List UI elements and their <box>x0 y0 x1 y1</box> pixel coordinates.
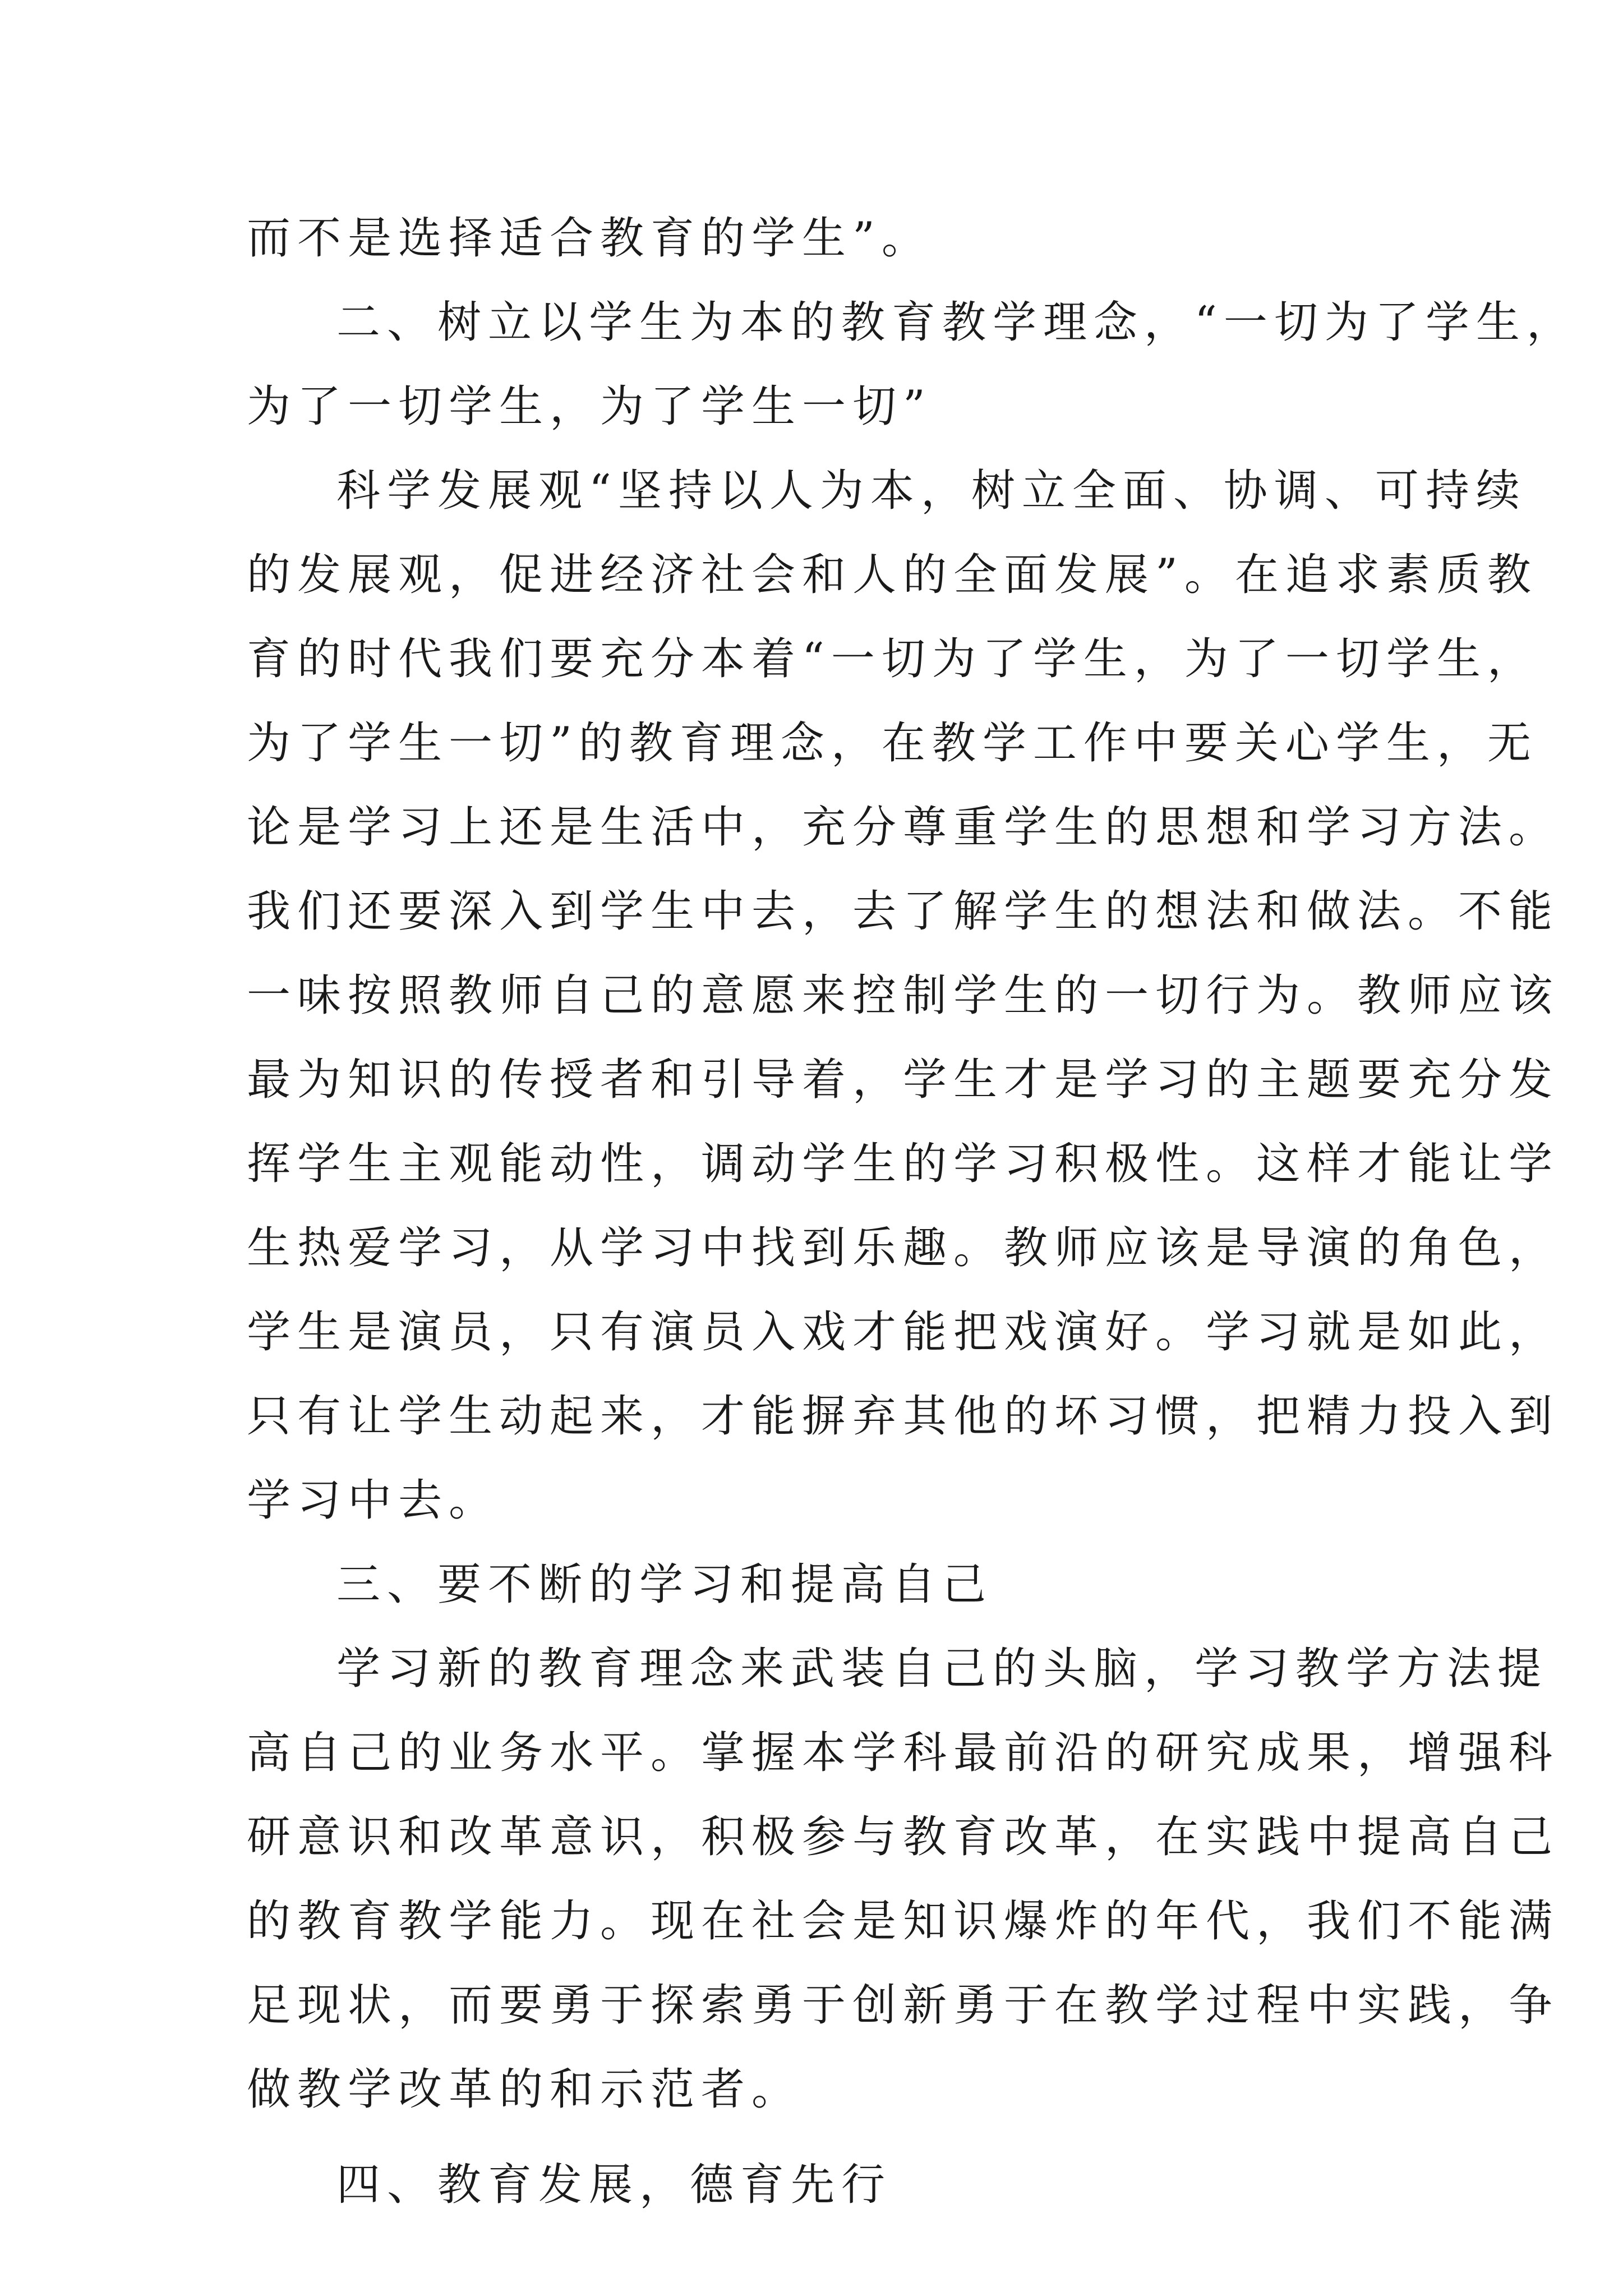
text-line: 为了学生一切”的教育理念，在教学工作中要关心学生，无 <box>247 718 1538 769</box>
text-line: 研意识和改革意识，积极参与教育改革，在实践中提高自己 <box>247 1812 1560 1862</box>
text-line: 足现状，而要勇于探索勇于创新勇于在教学过程中实践，争 <box>247 1980 1560 2031</box>
section-heading-4: 四、教育发展，德育先行 <box>336 2160 892 2210</box>
text-line: 而不是选择适合教育的学生”。 <box>247 213 932 264</box>
paragraph-start: 科学发展观“坚持以人为本，树立全面、协调、可持续 <box>336 466 1527 516</box>
document-body <box>247 196 1577 2227</box>
text-line: 的发展观，促进经济社会和人的全面发展”。在追求素质教 <box>247 550 1538 600</box>
text-line: 我们还要深入到学生中去，去了解学生的想法和做法。不能 <box>247 886 1560 937</box>
text-line: 生热爱学习，从学习中找到乐趣。教师应该是导演的角色， <box>247 1223 1560 1273</box>
section-heading-2: 二、树立以学生为本的教育教学理念，“一切为了学生， <box>336 297 1577 348</box>
paragraph-start: 学习新的教育理念来武装自己的头脑，学习教学方法提 <box>336 1644 1548 1694</box>
section-heading-3: 三、要不断的学习和提高自己 <box>336 1559 993 1610</box>
text-line: 挥学生主观能动性，调动学生的学习积极性。这样才能让学 <box>247 1139 1560 1189</box>
text-line: 论是学习上还是生活中，充分尊重学生的思想和学习方法。 <box>247 802 1560 853</box>
text-line: 只有让学生动起来，才能摒弃其他的坏习惯，把精力投入到 <box>247 1391 1560 1442</box>
text-line: 高自己的业务水平。掌握本学科最前沿的研究成果，增强科 <box>247 1728 1560 1778</box>
text-line: 做教学改革的和示范者。 <box>247 2064 803 2115</box>
text-line: 学生是演员，只有演员入戏才能把戏演好。学习就是如此， <box>247 1307 1560 1358</box>
text-line: 一味按照教师自己的意愿来控制学生的一切行为。教师应该 <box>247 970 1560 1021</box>
text-line: 为了一切学生，为了学生一切” <box>247 381 932 432</box>
text-line: 育的时代我们要充分本着“一切为了学生，为了一切学生， <box>247 634 1538 684</box>
text-line: 学习中去。 <box>247 1475 500 1526</box>
text-line: 最为知识的传授者和引导着，学生才是学习的主题要充分发 <box>247 1055 1560 1105</box>
text-line: 的教育教学能力。现在社会是知识爆炸的年代，我们不能满 <box>247 1896 1560 1947</box>
